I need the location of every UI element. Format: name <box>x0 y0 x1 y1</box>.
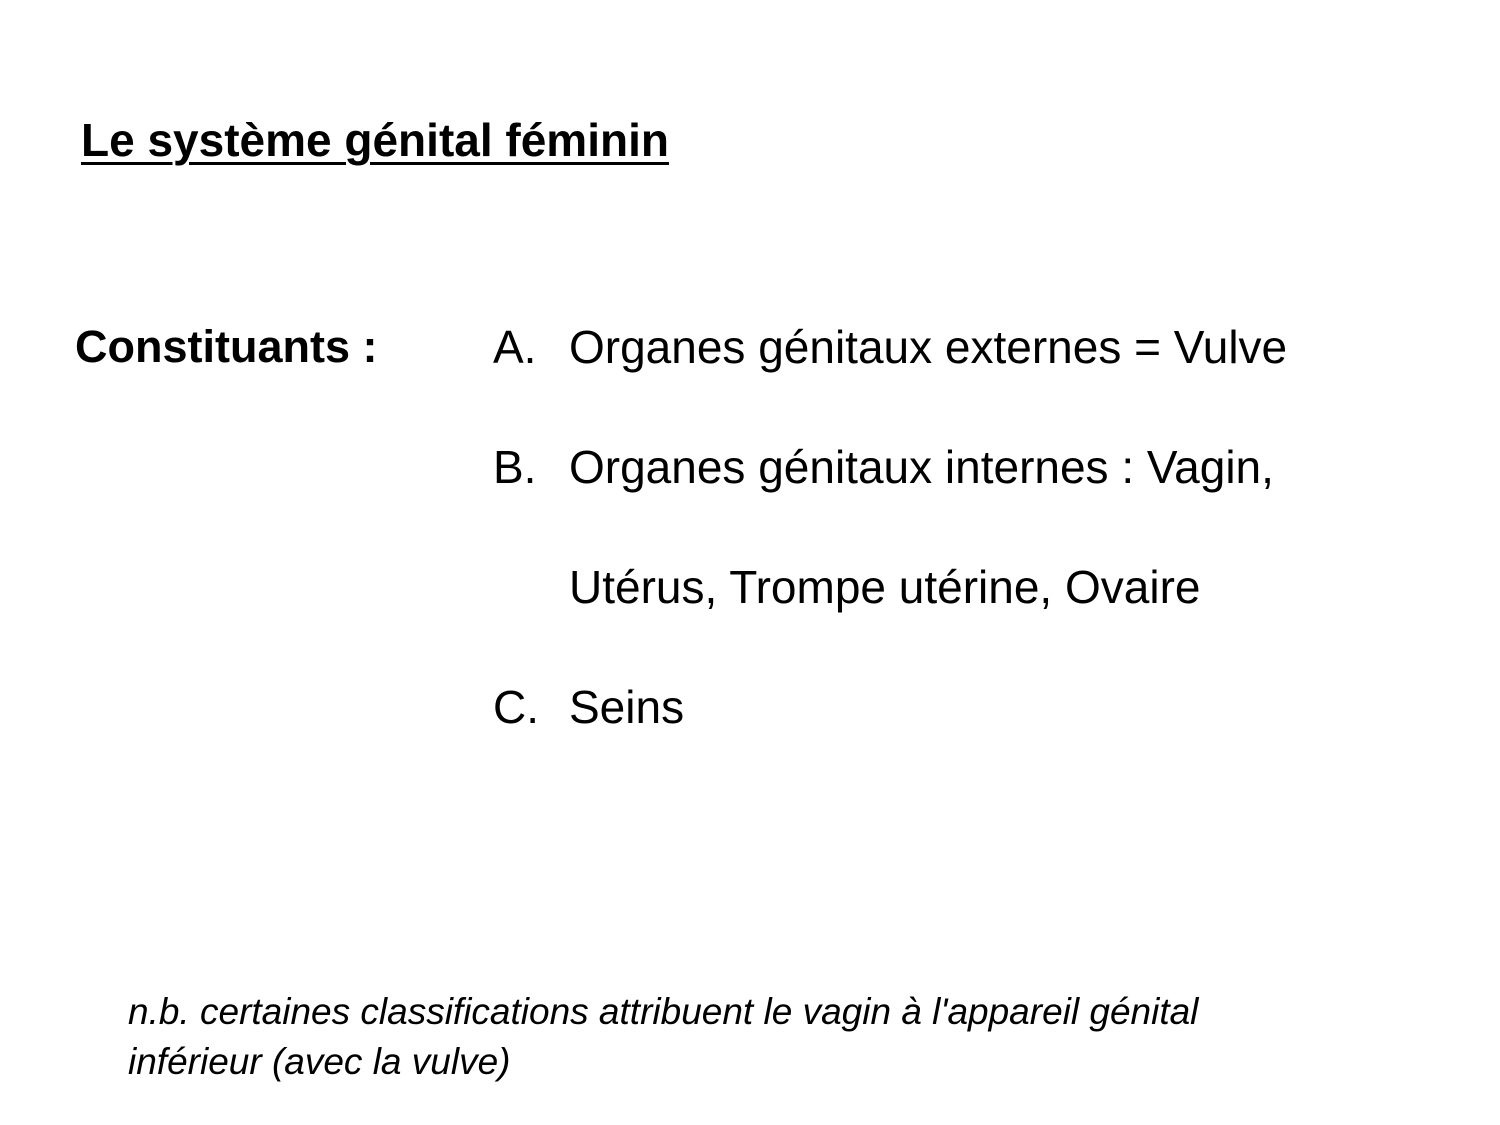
list-item-c-text: Seins <box>569 681 685 733</box>
list-item-b-text-line1: Organes génitaux internes : Vagin, <box>569 441 1274 493</box>
slide-title: Le système génital féminin <box>81 114 669 166</box>
footnote-line-1: n.b. certaines classifications attribuent le vagin à l'appareil génital <box>128 991 1199 1032</box>
list-marker-c: C. <box>493 681 539 733</box>
section-label: Constituants : <box>75 321 378 372</box>
list-item-a-text: Organes génitaux externes = Vulve <box>569 321 1288 373</box>
footnote-line-2: inférieur (avec la vulve) <box>128 1041 511 1082</box>
list-item-b-text-line2: Utérus, Trompe utérine, Ovaire <box>569 561 1201 613</box>
footnote <box>128 987 1198 1087</box>
list-marker-a: A. <box>493 321 537 373</box>
list-marker-b: B. <box>493 441 537 493</box>
